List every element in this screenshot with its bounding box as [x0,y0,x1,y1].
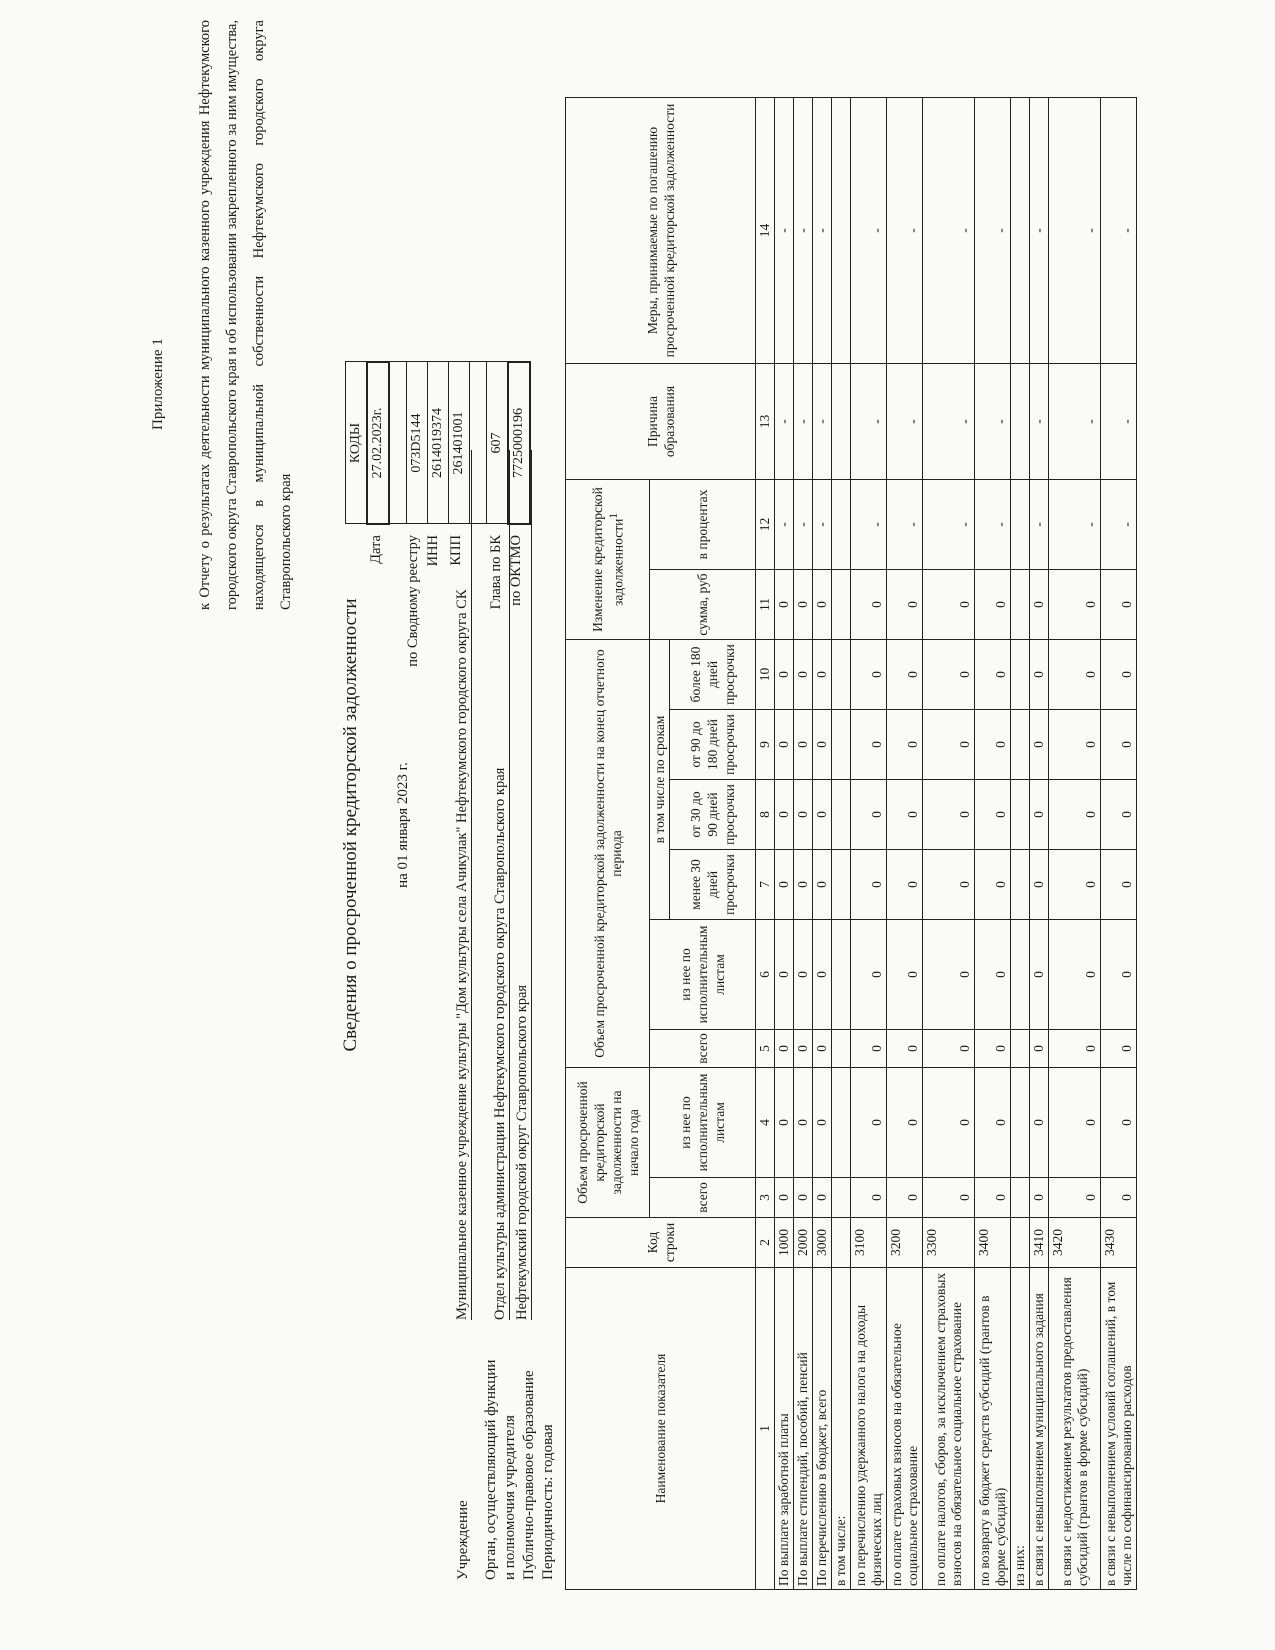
row-value: - [851,480,887,570]
codes-header: КОДЫ [346,362,368,524]
row-value: 0 [975,780,1011,850]
codes-label-oktmo: по ОКТМО [508,535,524,606]
header-90-180: от 90 до 180 дней просрочки [670,710,756,780]
header-30-90: от 30 до 90 дней просрочки [670,780,756,850]
row-value: - [813,364,832,480]
row-value [832,640,851,710]
row-value: 0 [887,1068,923,1178]
row-value: - [851,364,887,480]
code-kpp: 261401001 [449,362,470,524]
row-value: 0 [794,1178,813,1218]
appendix-label: Приложение 1 [150,338,166,430]
codes-label-glava: Глава по БК [488,535,504,610]
column-number: 4 [756,1068,775,1178]
row-value: 0 [851,920,887,1030]
row-value: 0 [794,710,813,780]
row-value: 0 [975,640,1011,710]
page-title: Сведения о просроченной кредиторской задолженности [340,598,361,1052]
row-value: 0 [887,920,923,1030]
column-number: 10 [756,640,775,710]
row-name: по оплате страховых взносов на обязательное социальное страхование [887,1268,923,1590]
column-number-row [756,98,775,1590]
row-value [832,850,851,920]
row-value: 0 [794,570,813,640]
row-value: 0 [923,1030,975,1068]
row-value [1011,1178,1030,1218]
row-value: 0 [794,850,813,920]
row-value [1011,850,1030,920]
label-public: Публично-правовое образование [521,1370,537,1580]
row-value: - [975,98,1011,364]
code-glava: 607 [487,362,509,524]
header-change-text: Изменение кредиторской задолженности [589,487,626,632]
label-organ: Орган, осуществляющий функции [483,1359,499,1580]
header-start-exec: из нее по исполнительным листам [650,1068,756,1178]
row-value: 0 [813,920,832,1030]
row-code: 3100 [851,1218,887,1268]
header-lt30: менее 30 дней просрочки [670,850,756,920]
row-name: по возврату в бюджет средств субсидий (грантов в форме субсидий) [975,1268,1011,1590]
row-value [1011,570,1030,640]
row-code: 2000 [794,1218,813,1268]
header-end-exec: из нее по исполнительным листам [650,920,756,1030]
row-value: 0 [851,640,887,710]
header-measures: Меры, принимаемые по погашению просроченной кредиторской задолженности [566,98,756,364]
code-empty [389,362,407,524]
header-change-sup: 1 [607,513,620,519]
row-name: в том числе: [832,1268,851,1590]
row-value [832,710,851,780]
column-number: 12 [756,480,775,570]
row-value: 0 [1030,920,1049,1030]
row-value: - [887,98,923,364]
row-value [1011,1068,1030,1178]
row-value: - [887,480,923,570]
column-number: 14 [756,98,775,364]
row-value: - [851,98,887,364]
row-name: По выплате стипендий, пособий, пенсий [794,1268,813,1590]
row-value: 0 [851,570,887,640]
table-row [794,98,813,1590]
row-value: 0 [1030,570,1049,640]
row-value: 0 [1049,570,1101,640]
row-value: 0 [794,640,813,710]
row-value: 0 [1049,780,1101,850]
row-value: 0 [923,850,975,920]
row-value: 0 [923,920,975,1030]
organ-value: Отдел культуры администрации Нефтекумского городского округа Ставропольского края [492,450,510,1320]
row-code: 3300 [923,1218,975,1268]
row-value: - [794,480,813,570]
row-value: 0 [775,1068,794,1178]
row-value: 0 [1101,920,1137,1030]
row-value: 0 [887,780,923,850]
row-code: 1000 [775,1218,794,1268]
column-number: 13 [756,364,775,480]
row-value: 0 [851,780,887,850]
row-value: - [1049,364,1101,480]
row-value: - [1101,364,1137,480]
row-code: 3430 [1101,1218,1137,1268]
row-value: 0 [851,850,887,920]
row-value: - [775,480,794,570]
header-start: Объем просроченной кредиторской задолженности на начало года [566,1068,650,1218]
row-code: 3000 [813,1218,832,1268]
row-value: - [794,364,813,480]
row-value: 0 [923,710,975,780]
row-value: - [1030,364,1049,480]
row-value: 0 [851,1178,887,1218]
row-value: 0 [775,640,794,710]
row-name: в связи с невыполнением муниципального задания [1030,1268,1049,1590]
row-value [832,1030,851,1068]
row-value: 0 [887,640,923,710]
row-value: - [1030,98,1049,364]
column-number: 8 [756,780,775,850]
row-value: - [975,364,1011,480]
row-value: 0 [813,710,832,780]
row-code: 3410 [1030,1218,1049,1268]
header-end-total: всего [650,1030,756,1068]
row-value: 0 [775,850,794,920]
row-value: 0 [1030,710,1049,780]
row-value: 0 [887,710,923,780]
row-value [832,570,851,640]
row-value: 0 [975,570,1011,640]
codes-label-registry: по Сводному реестру [405,535,421,667]
column-number: 5 [756,1030,775,1068]
row-value: - [1101,98,1137,364]
table-row [1101,98,1137,1590]
row-value [832,780,851,850]
header-gt180: более 180 дней просрочки [670,640,756,710]
row-value: 0 [1049,1068,1101,1178]
row-value: 0 [1030,1068,1049,1178]
row-value: 0 [1030,1030,1049,1068]
codes-label-kpp: КПП [448,535,464,566]
row-value: 0 [775,710,794,780]
row-value: 0 [887,1178,923,1218]
header-change [566,480,650,640]
row-value: 0 [1049,850,1101,920]
code-inn: 2614019374 [428,362,449,524]
row-value: 0 [975,710,1011,780]
row-value [1011,920,1030,1030]
code-registry: 073D5144 [407,362,428,524]
row-value: - [813,98,832,364]
row-value [1011,364,1030,480]
row-value: 0 [813,850,832,920]
row-name: по оплате налогов, сборов, за исключением страховых взносов на обязательное социальное страхование [923,1268,975,1590]
column-number: 7 [756,850,775,920]
row-name: По перечислению в бюджет, всего [813,1268,832,1590]
debt-table [565,97,1137,1590]
row-value: 0 [813,1068,832,1178]
code-oktmo: 77250001​96 [508,362,530,524]
row-value: 0 [775,570,794,640]
row-value: 0 [975,1030,1011,1068]
column-number: 9 [756,710,775,780]
row-value: 0 [1030,780,1049,850]
row-value [832,1178,851,1218]
row-code: 3400 [975,1218,1011,1268]
header-code: Код строки [566,1218,756,1268]
row-value: 0 [1049,1030,1101,1068]
column-number: 1 [756,1268,775,1590]
row-value: - [923,480,975,570]
row-value [1011,780,1030,850]
row-value: 0 [794,780,813,850]
row-name: в связи с невыполнением условий соглашений, в том числе по софинансированию расходов [1101,1268,1137,1590]
row-value: 0 [1101,640,1137,710]
row-value: 0 [794,1068,813,1178]
row-code [1011,1218,1030,1268]
row-name: По выплате заработной платы [775,1268,794,1590]
row-value: 0 [1049,640,1101,710]
row-value: 0 [851,1068,887,1178]
codes-label-inn: ИНН [425,535,441,567]
codes-label-date: Дата [368,535,384,564]
row-value: 0 [1049,920,1101,1030]
public-value: Нефтекумский городской округ Ставропольского края [514,450,532,1320]
row-value: - [887,364,923,480]
column-number: 11 [756,570,775,640]
row-value: 0 [775,920,794,1030]
header-pct: в процентах [650,480,756,570]
row-value [1011,98,1030,364]
label-organ-2: и полномочия учредителя [502,1415,518,1580]
row-value: - [775,98,794,364]
header-start-total: всего [650,1178,756,1218]
code-empty-2 [470,362,487,524]
row-value: 0 [1101,1178,1137,1218]
table-row [813,98,832,1590]
row-value: 0 [975,1178,1011,1218]
table-row [1049,98,1101,1590]
row-value: - [813,480,832,570]
row-value: 0 [887,570,923,640]
row-value: - [923,98,975,364]
table-row [1030,98,1049,1590]
row-value: - [923,364,975,480]
row-value: - [794,98,813,364]
row-value: 0 [813,1030,832,1068]
row-value: - [1101,480,1137,570]
header-incl: в том числе по срокам [650,640,670,920]
row-value: 0 [923,1178,975,1218]
row-value [832,364,851,480]
row-value: 0 [923,640,975,710]
row-value: 0 [975,1068,1011,1178]
header-reason: Причина образования [566,364,756,480]
row-code: 3200 [887,1218,923,1268]
label-period-text: Периодичность: [540,1476,556,1580]
row-value: - [775,364,794,480]
row-value: 0 [1101,850,1137,920]
row-name: в связи с недостижением результатов предоставления субсидий (грантов в форме субсидий) [1049,1268,1101,1590]
table-row [1011,98,1030,1590]
row-name: из них: [1011,1268,1030,1590]
row-value: 0 [1030,640,1049,710]
column-number: 3 [756,1178,775,1218]
row-value: - [1030,480,1049,570]
row-value: 0 [1101,570,1137,640]
row-value [1011,640,1030,710]
table-row [975,98,1011,1590]
row-value: - [1049,480,1101,570]
row-value: 0 [923,570,975,640]
row-value: 0 [794,920,813,1030]
row-value: 0 [1101,780,1137,850]
row-value: 0 [887,850,923,920]
row-value [1011,1030,1030,1068]
table-row [851,98,887,1590]
code-date: 27.02.2023г. [367,362,389,524]
row-value [1011,710,1030,780]
row-value: 0 [1101,1068,1137,1178]
row-value: 0 [1030,850,1049,920]
report-date: на 01 января 2023 г. [395,762,411,888]
row-code [832,1218,851,1268]
table-row [775,98,794,1590]
row-value [832,920,851,1030]
row-value: - [975,480,1011,570]
row-value [832,98,851,364]
row-value: 0 [1049,1178,1101,1218]
reference-text: к Отчету о результатах деятельности муниципального казенного учреждения Нефтекумского городского округа Ставропольского края и об использовании закрепленного за ним имущества, находящегося в муниципальной собственности Нефтекумского городского округа Ставропольского края [197,20,294,610]
row-value: 0 [923,1068,975,1178]
row-value: 0 [813,640,832,710]
row-value: 0 [923,780,975,850]
row-value: 0 [1101,1030,1137,1068]
table-row [923,98,975,1590]
label-period [540,1424,557,1580]
row-value: 0 [975,920,1011,1030]
row-value: 0 [851,1030,887,1068]
period-value: годовая [540,1424,556,1473]
row-value: 0 [775,780,794,850]
row-name: по перечислению удержанного налога на доходы физических лиц [851,1268,887,1590]
row-value: 0 [851,710,887,780]
column-number: 2 [756,1218,775,1268]
row-value: 0 [813,570,832,640]
row-value: 0 [794,1030,813,1068]
table-row [832,98,851,1590]
row-value [1011,480,1030,570]
row-value: 0 [1030,1178,1049,1218]
row-value: 0 [813,1178,832,1218]
row-value: - [1049,98,1101,364]
row-code: 3420 [1049,1218,1101,1268]
row-value [832,480,851,570]
row-value: 0 [775,1030,794,1068]
table-row [887,98,923,1590]
row-value: 0 [1049,710,1101,780]
row-value: 0 [887,1030,923,1068]
label-institution: Учреждение [455,1500,471,1580]
row-value [832,1068,851,1178]
row-value: 0 [1101,710,1137,780]
row-value: 0 [813,780,832,850]
row-value: 0 [975,850,1011,920]
header-end: Объем просроченной кредиторской задолженности на конец отчетного периода [566,640,650,1068]
row-value: 0 [775,1178,794,1218]
header-name: Наименование показателя [566,1268,756,1590]
institution-value: Муниципальное казенное учреждение культуры "Дом культуры села Ачикулак" Нефтекумского городского округа СК [454,450,472,1320]
header-sum: сумма, руб [650,570,756,640]
column-number: 6 [756,920,775,1030]
